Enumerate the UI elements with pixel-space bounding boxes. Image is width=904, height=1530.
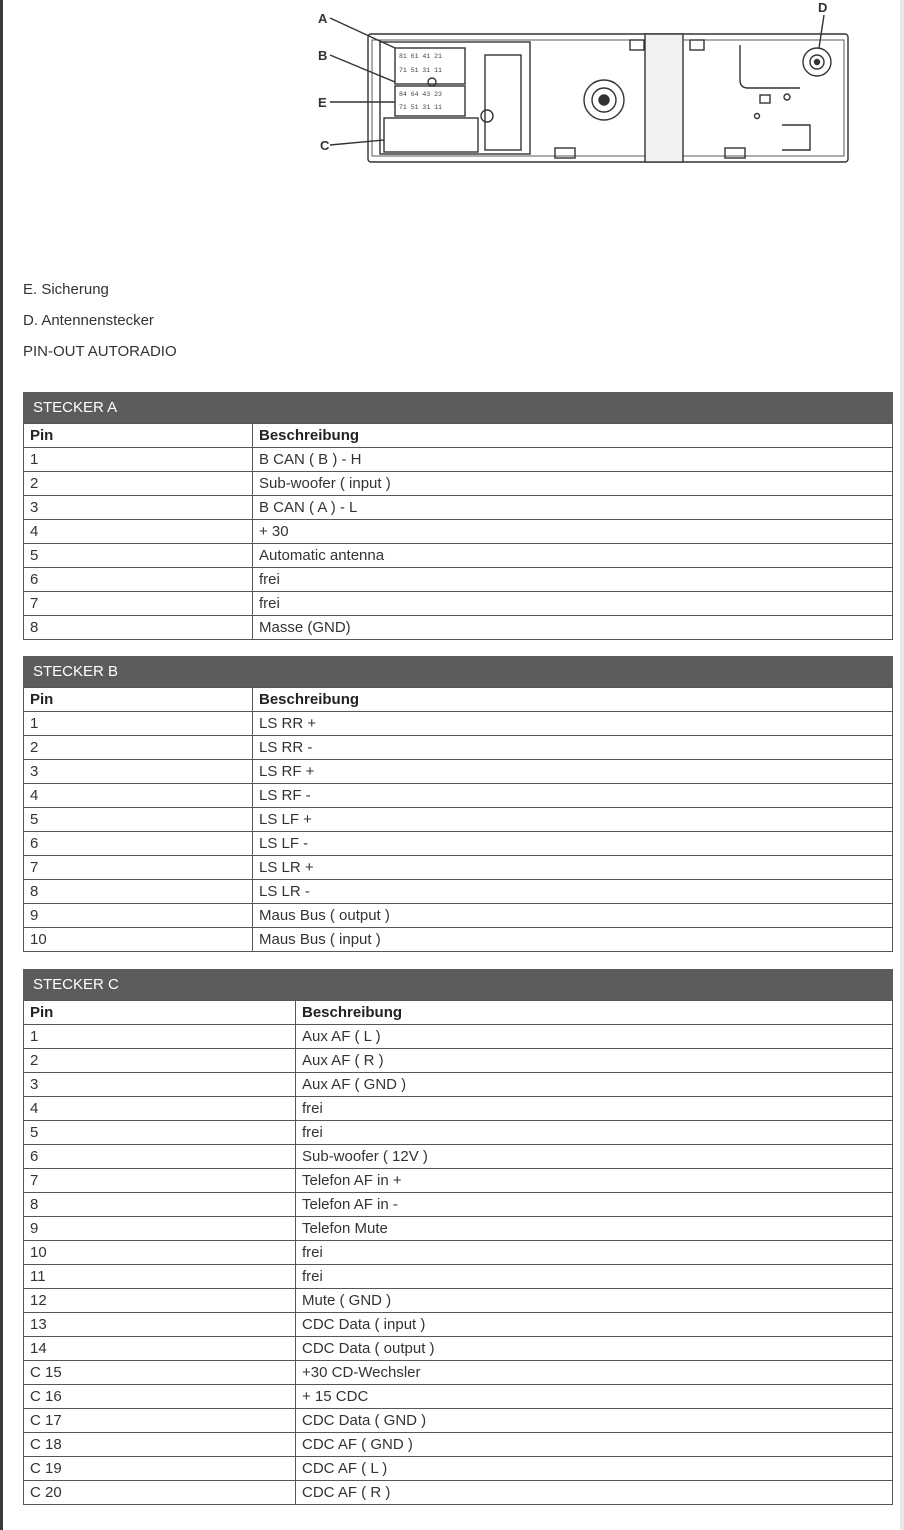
table-row <box>24 448 893 472</box>
pin-cell: 10 <box>24 928 253 952</box>
table-row <box>24 1481 893 1505</box>
pin-table <box>23 687 893 952</box>
table-header-row <box>24 688 893 712</box>
pin-cell: C 19 <box>24 1457 296 1481</box>
table-row <box>24 856 893 880</box>
pin-cell: 13 <box>24 1313 296 1337</box>
description-cell: + 15 CDC <box>296 1385 893 1409</box>
table-row <box>24 760 893 784</box>
description-cell: Automatic antenna <box>253 544 893 568</box>
table-row <box>24 1025 893 1049</box>
table-stecker-c <box>23 969 893 1505</box>
pin-cell: 4 <box>24 1097 296 1121</box>
table-row <box>24 568 893 592</box>
pin-cell: C 20 <box>24 1481 296 1505</box>
column-header-beschreibung: Beschreibung <box>253 688 893 712</box>
right-edge-strip <box>900 0 904 1530</box>
description-cell: LS LF + <box>253 808 893 832</box>
label-c: C <box>320 138 330 153</box>
description-cell: Telefon AF in - <box>296 1193 893 1217</box>
table-row <box>24 1433 893 1457</box>
pin-cell: 4 <box>24 784 253 808</box>
column-header-beschreibung: Beschreibung <box>296 1001 893 1025</box>
caption-antennenstecker: D. Antennenstecker <box>23 312 154 329</box>
pin-cell: 7 <box>24 856 253 880</box>
description-cell: Sub-woofer ( 12V ) <box>296 1145 893 1169</box>
pin-cell: 11 <box>24 1265 296 1289</box>
table-row <box>24 880 893 904</box>
table-row <box>24 736 893 760</box>
caption-sicherung: E. Sicherung <box>23 281 109 298</box>
pin-row-label: 71 51 31 11 <box>399 104 442 111</box>
description-cell: frei <box>296 1121 893 1145</box>
description-cell: frei <box>296 1097 893 1121</box>
table-header-row <box>24 424 893 448</box>
table-title: STECKER A <box>23 392 893 423</box>
pin-cell: C 17 <box>24 1409 296 1433</box>
pin-cell: 2 <box>24 736 253 760</box>
pin-row-label: 71 51 31 11 <box>399 67 442 74</box>
table-row <box>24 1145 893 1169</box>
pin-cell: 8 <box>24 1193 296 1217</box>
table-row <box>24 1217 893 1241</box>
table-row <box>24 1169 893 1193</box>
description-cell: Aux AF ( GND ) <box>296 1073 893 1097</box>
connector-c-box <box>384 118 478 152</box>
pin-cell: C 15 <box>24 1361 296 1385</box>
description-cell: frei <box>253 592 893 616</box>
label-e: E <box>318 95 327 110</box>
pin-cell: 1 <box>24 712 253 736</box>
table-title: STECKER C <box>23 969 893 1000</box>
caption-pinout: PIN-OUT AUTORADIO <box>23 343 177 360</box>
description-cell: + 30 <box>253 520 893 544</box>
table-title: STECKER B <box>23 656 893 687</box>
description-cell: frei <box>253 568 893 592</box>
pin-row-label: 81 61 41 21 <box>399 53 442 60</box>
pin-cell: 9 <box>24 904 253 928</box>
left-edge-strip <box>0 0 3 1530</box>
description-cell: Maus Bus ( input ) <box>253 928 893 952</box>
table-stecker-a <box>23 392 893 640</box>
description-cell: Telefon AF in + <box>296 1169 893 1193</box>
pin-cell: 3 <box>24 1073 296 1097</box>
table-row <box>24 472 893 496</box>
description-cell: CDC AF ( L ) <box>296 1457 893 1481</box>
description-cell: LS RR - <box>253 736 893 760</box>
pin-cell: 14 <box>24 1337 296 1361</box>
pin-cell: 3 <box>24 496 253 520</box>
description-cell: LS RF + <box>253 760 893 784</box>
description-cell: frei <box>296 1241 893 1265</box>
table-stecker-b <box>23 656 893 952</box>
description-cell: Aux AF ( L ) <box>296 1025 893 1049</box>
description-cell: +30 CD-Wechsler <box>296 1361 893 1385</box>
description-cell: CDC AF ( GND ) <box>296 1433 893 1457</box>
pin-cell: 10 <box>24 1241 296 1265</box>
table-row <box>24 1073 893 1097</box>
table-row <box>24 712 893 736</box>
table-row <box>24 1121 893 1145</box>
pin-cell: 4 <box>24 520 253 544</box>
pin-table <box>23 1000 893 1505</box>
pin-cell: C 18 <box>24 1433 296 1457</box>
column-header-pin: Pin <box>24 424 253 448</box>
pin-row-label: 84 64 43 23 <box>399 91 442 98</box>
description-cell: Telefon Mute <box>296 1217 893 1241</box>
table-row <box>24 928 893 952</box>
pin-cell: 6 <box>24 568 253 592</box>
column-header-pin: Pin <box>24 688 253 712</box>
label-a: A <box>318 11 328 26</box>
table-row <box>24 1361 893 1385</box>
description-cell: Masse (GND) <box>253 616 893 640</box>
pin-cell: 8 <box>24 616 253 640</box>
table-row <box>24 496 893 520</box>
table-row <box>24 520 893 544</box>
pin-cell: 7 <box>24 592 253 616</box>
description-cell: CDC Data ( input ) <box>296 1313 893 1337</box>
description-cell: Maus Bus ( output ) <box>253 904 893 928</box>
pin-cell: 5 <box>24 544 253 568</box>
pin-cell: C 16 <box>24 1385 296 1409</box>
column-header-beschreibung: Beschreibung <box>253 424 893 448</box>
pin-cell: 8 <box>24 880 253 904</box>
pin-cell: 12 <box>24 1289 296 1313</box>
pin-cell: 3 <box>24 760 253 784</box>
table-row <box>24 1289 893 1313</box>
table-row <box>24 1193 893 1217</box>
table-row <box>24 1409 893 1433</box>
description-cell: Sub-woofer ( input ) <box>253 472 893 496</box>
table-row <box>24 784 893 808</box>
pin-cell: 2 <box>24 472 253 496</box>
table-row <box>24 832 893 856</box>
table-row <box>24 616 893 640</box>
description-cell: LS LR - <box>253 880 893 904</box>
description-cell: CDC Data ( output ) <box>296 1337 893 1361</box>
table-row <box>24 1313 893 1337</box>
table-row <box>24 1241 893 1265</box>
column-header-pin: Pin <box>24 1001 296 1025</box>
table-row <box>24 1097 893 1121</box>
table-row <box>24 544 893 568</box>
table-row <box>24 1385 893 1409</box>
pin-table <box>23 423 893 640</box>
label-d: D <box>818 0 828 15</box>
label-b: B <box>318 48 328 63</box>
pin-cell: 9 <box>24 1217 296 1241</box>
pin-cell: 1 <box>24 448 253 472</box>
pin-cell: 5 <box>24 1121 296 1145</box>
description-cell: CDC Data ( GND ) <box>296 1409 893 1433</box>
pin-cell: 6 <box>24 1145 296 1169</box>
description-cell: LS RF - <box>253 784 893 808</box>
description-cell: Aux AF ( R ) <box>296 1049 893 1073</box>
pin-cell: 2 <box>24 1049 296 1073</box>
pin-cell: 7 <box>24 1169 296 1193</box>
table-row <box>24 1265 893 1289</box>
table-row <box>24 808 893 832</box>
description-cell: B CAN ( A ) - L <box>253 496 893 520</box>
radio-connector-diagram <box>300 0 860 175</box>
description-cell: LS LR + <box>253 856 893 880</box>
pin-cell: 6 <box>24 832 253 856</box>
table-row <box>24 1337 893 1361</box>
pin-cell: 1 <box>24 1025 296 1049</box>
pin-cell: 5 <box>24 808 253 832</box>
description-cell: frei <box>296 1265 893 1289</box>
description-cell: CDC AF ( R ) <box>296 1481 893 1505</box>
description-cell: B CAN ( B ) - H <box>253 448 893 472</box>
table-row <box>24 1049 893 1073</box>
connector-side-box <box>485 55 521 150</box>
table-row <box>24 1457 893 1481</box>
description-cell: LS LF - <box>253 832 893 856</box>
description-cell: Mute ( GND ) <box>296 1289 893 1313</box>
table-row <box>24 904 893 928</box>
table-header-row <box>24 1001 893 1025</box>
table-row <box>24 592 893 616</box>
description-cell: LS RR + <box>253 712 893 736</box>
